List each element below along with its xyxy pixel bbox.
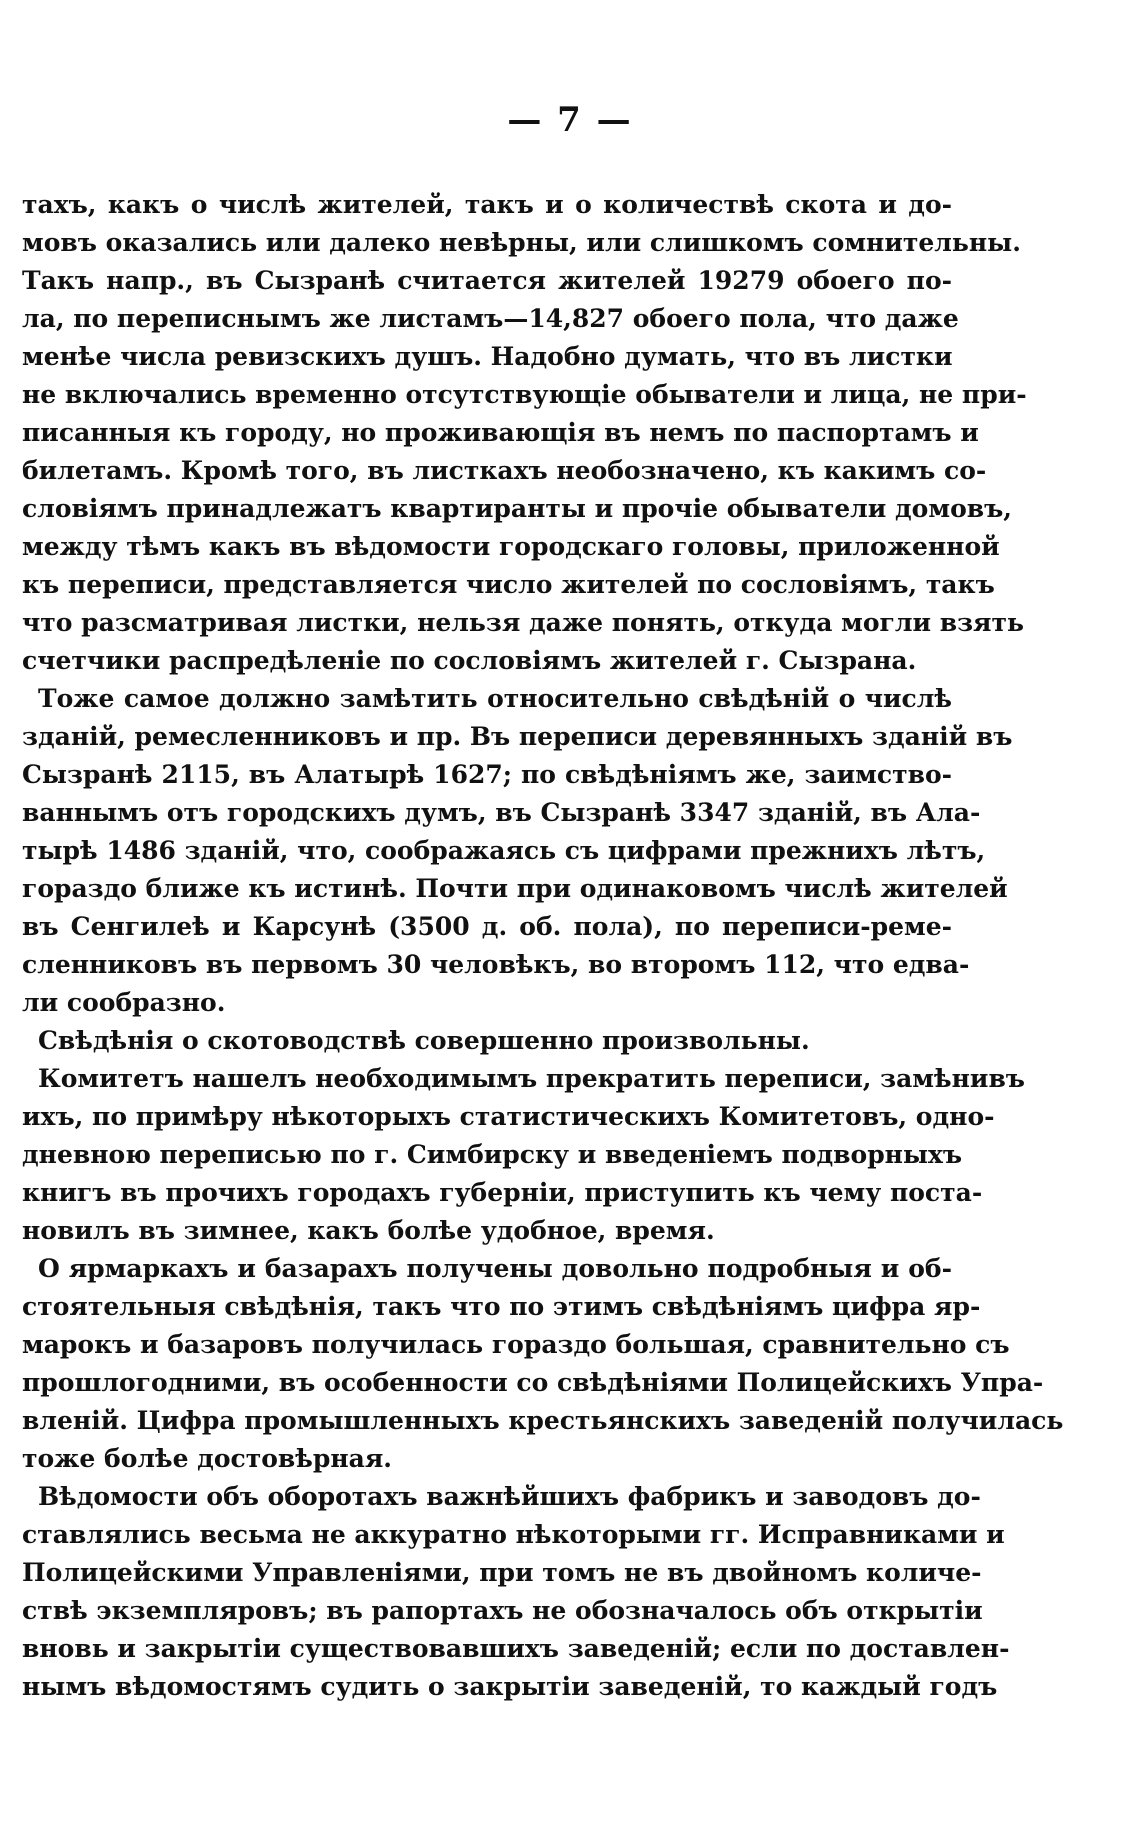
text-line: мовъ оказались или далеко невѣрны, или слишкомъ сомнительны. (22, 228, 1021, 257)
text-line: Вѣдомости объ оборотахъ важнѣйшихъ фабрикъ и заводовъ до- (38, 1482, 981, 1511)
text-line: стоятельныя свѣдѣнія, такъ что по этимъ свѣдѣніямъ цифра яр- (22, 1292, 981, 1321)
text-line: марокъ и базаровъ получилась гораздо большая, сравнительно съ (22, 1330, 1010, 1359)
text-line: книгъ въ прочихъ городахъ губерніи, приступить къ чему поста- (22, 1178, 983, 1207)
text-line: тоже болѣе достовѣрная. (22, 1444, 393, 1473)
text-line: ствѣ экземпляровъ; въ рапортахъ не обозначалось объ открытіи (22, 1596, 983, 1625)
text-line: зданій, ремесленниковъ и пр. Въ переписи деревянныхъ зданій въ (22, 722, 1013, 751)
text-line: дневною переписью по г. Симбирску и введеніемъ подворныхъ (22, 1140, 963, 1169)
text-line: ли сообразно. (22, 988, 226, 1017)
text-line: словіямъ принадлежатъ квартиранты и прочіе обыватели домовъ, (22, 494, 1012, 523)
text-line: писанныя къ городу, но проживающія въ немъ по паспортамъ и (22, 418, 979, 447)
text-line: Комитетъ нашелъ необходимымъ прекратить переписи, замѣнивъ (38, 1064, 1025, 1093)
text-line: менѣе числа ревизскихъ душъ. Надобно думать, что въ листки (22, 342, 953, 371)
text-line: между тѣмъ какъ въ вѣдомости городскаго головы, приложенной (22, 532, 1000, 561)
text-line: новилъ въ зимнее, какъ болѣе удобное, время. (22, 1216, 715, 1245)
text-line: нымъ вѣдомостямъ судить о закрытіи заведеній, то каждый годъ (22, 1672, 998, 1701)
text-line: Тоже самое должно замѣтить относительно свѣдѣній о числѣ (38, 684, 952, 713)
text-line: тахъ, какъ о числѣ жителей, такъ и о количествѣ скота и до- (22, 190, 952, 219)
text-line: ихъ, по примѣру нѣкоторыхъ статистическихъ Комитетовъ, одно- (22, 1102, 995, 1131)
text-line: вновь и закрытіи существовавшихъ заведеній; если по доставлен- (22, 1634, 1010, 1663)
text-line: тырѣ 1486 зданій, что, соображаясь съ цифрами прежнихъ лѣтъ, (22, 836, 986, 865)
text-line: въ Сенгилеѣ и Карсунѣ (3500 д. об. пола), по переписи-реме- (22, 912, 952, 941)
text-line: ставлялись весьма не аккуратно нѣкоторыми гг. Исправниками и (22, 1520, 1005, 1549)
text-line: Свѣдѣнія о скотоводствѣ совершенно произвольны. (38, 1026, 810, 1055)
text-line: Сызранѣ 2115, въ Алатырѣ 1627; по свѣдѣніямъ же, заимство- (22, 760, 952, 789)
text-line: ла, по переписнымъ же листамъ—14,827 обоего пола, что даже (22, 304, 959, 333)
body-text (22, 186, 1064, 1706)
text-line: билетамъ. Кромѣ того, въ листкахъ необозначено, къ какимъ со- (22, 456, 987, 485)
text-line: къ переписи, представляется число жителей по сословіямъ, такъ (22, 570, 995, 599)
text-line: Полицейскими Управленіями, при томъ не въ двойномъ количе- (22, 1558, 982, 1587)
text-line: Такъ напр., въ Сызранѣ считается жителей 19279 обоего по- (22, 266, 952, 295)
text-line: ваннымъ отъ городскихъ думъ, въ Сызранѣ 3347 зданій, въ Ала- (22, 798, 981, 827)
text-line: вленій. Цифра промышленныхъ крестьянскихъ заведеній получилась (22, 1406, 1064, 1435)
page-number: — 7 — (507, 100, 633, 140)
text-line: сленниковъ въ первомъ 30 человѣкъ, во второмъ 112, что едва- (22, 950, 970, 979)
text-line: не включались временно отсутствующіе обыватели и лица, не при- (22, 380, 1027, 409)
text-line: что разсматривая листки, нельзя даже понять, откуда могли взять (22, 608, 1024, 637)
text-line: О ярмаркахъ и базарахъ получены довольно подробныя и об- (38, 1254, 952, 1283)
text-line: прошлогодними, въ особенности со свѣдѣніями Полицейскихъ Упра- (22, 1368, 1044, 1397)
text-line: счетчики распредѣленіе по сословіямъ жителей г. Сызрана. (22, 646, 917, 675)
text-line: гораздо ближе къ истинѣ. Почти при одинаковомъ числѣ жителей (22, 874, 1008, 903)
